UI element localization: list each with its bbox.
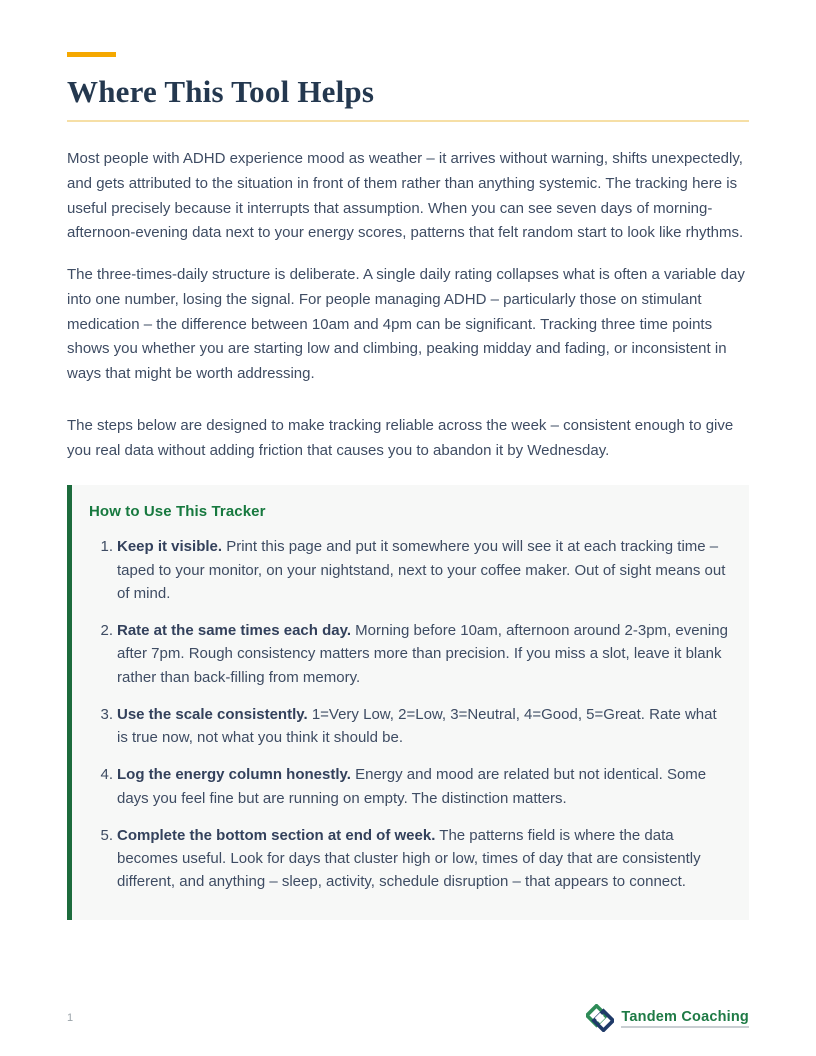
- page-number: 1: [67, 1012, 74, 1024]
- list-item-energy-column: [98, 763, 728, 810]
- list-number: 2.: [100, 622, 113, 639]
- list-item-text: Keep it visible. Print this page and put it somewhere you will see it at each tracking time – taped to your monitor, on your nightstand, next to your coffee maker. Out of sight means out of mind.: [117, 538, 726, 602]
- list-item-text: Use the scale consistently. 1=Very Low, 2=Low, 3=Neutral, 4=Good, 5=Great. Rate what is true now, not what you think it should be.: [117, 705, 717, 746]
- paragraph-steps-below: The steps below are designed to make tracking reliable across the week – consistent enough to give you real data without adding friction that causes you to abandon it by Wednesday.: [67, 416, 734, 459]
- list-number: 4.: [100, 766, 113, 784]
- list-number: 3.: [100, 705, 113, 723]
- brand-name: Tandem Coaching: [621, 1009, 749, 1028]
- list-item-text: Complete the bottom section at end of week. The patterns field is where the data becomes useful. Look for days that cluster high or low, times of day that are consistently different, and anything – sleep, activity, schedule disruption – that appears to connect.: [117, 826, 701, 891]
- paragraph-three-times-daily: The three-times-daily structure is deliberate. A single daily rating collapses what is often a variable day into one number, losing the signal. For people managing ADHD – particularly those on stimulant medication – the difference between 10am and 4pm can be significant. Tracking three time points shows you whether you are starting low and climbing, peaking midday and fading, or inconsistent in ways that might be worth addressing.: [67, 266, 745, 382]
- tandem-diamond-icon: [586, 1004, 614, 1032]
- how-to-use-callout: [67, 485, 749, 919]
- list-number: 1.: [100, 538, 113, 556]
- list-item-text: Log the energy column honestly. Energy and mood are related but not identical. Some days you feel fine but are running on empty. The distinction matters.: [117, 766, 707, 807]
- list-item-bottom-section: [98, 824, 728, 894]
- accent-bar: [67, 52, 116, 57]
- list-item-text: Rate at the same times each day. Morning before 10am, afternoon around 2-3pm, evening after 7pm. Rough consistency matters more than precision. If you miss a slot, leave it blank rather than back-filling from memory.: [117, 622, 728, 686]
- list-item-scale-consistently: [98, 703, 728, 750]
- page-title: Where This Tool Helps: [67, 74, 749, 122]
- list-item-same-times: [98, 619, 728, 689]
- list-item-keep-it-visible: [98, 535, 728, 605]
- callout-title: How to Use This Tracker: [89, 503, 266, 521]
- instruction-list: [89, 535, 728, 893]
- list-number: 5.: [100, 826, 113, 844]
- page-footer: [67, 1004, 749, 1032]
- brand-logo-link[interactable]: [586, 1004, 749, 1032]
- paragraph-mood-as-weather: Most people with ADHD experience mood as weather – it arrives without warning, shifts unexpectedly, and gets attributed to the situation in front of them rather than anything systemic. The tracking here is useful precisely because it interrupts that assumption. When you can see seven days of morning-afternoon-evening data next to your energy scores, patterns that felt random start to look like rhythms.: [67, 150, 744, 242]
